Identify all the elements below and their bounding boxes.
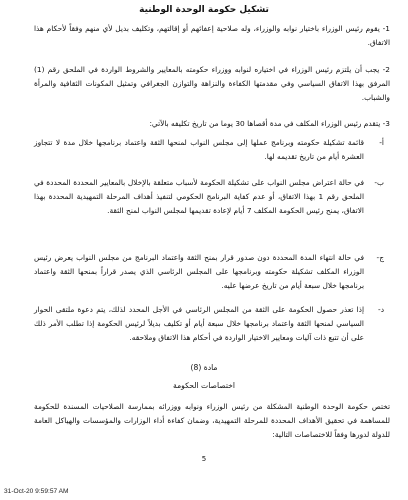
- item-b-marker: ب-: [374, 178, 384, 187]
- paragraph-1: 1- يقوم رئيس الوزراء باختيار نوابه والوزراء، وله صلاحية إعفائهم أو إقالتهم، وتكليف بديل لأي منهم وفقاً لأحكام هذا الاتفاق.: [34, 24, 390, 48]
- item-a-marker: أ-: [379, 138, 384, 147]
- paragraph-2: 2- يجب أن يلتزم رئيس الوزراء في اختياره لنوابه ووزراء حكومته بالمعايير والشروط الواردة في الملحق رقم (1) المرفق بهذا الاتفاق السياسي وفي مقدمتها الكفاءة والنزاهة والتوازن الجغرافي وتمثيل المكونات الثقافية والمرأة والشباب.: [34, 65, 390, 103]
- item-b-text: في حالة اعتراض مجلس النواب على تشكيلة الحكومة لأسباب متعلقة بالإخلال بالمعايير المحددة المحددة في الملحق رقم 1 بهذا الاتفاق، أو عدم كفاية البرنامج الحكومي لتنفيذ أهداف المرحلة التمهيدية المحددة بهذا الاتفاق، يمنح رئيس الحكومة المكلف 7 أيام لإعادة تقديمها لمجلس النواب لمنح الثقة.: [34, 178, 364, 216]
- item-c-text: في حالة انتهاء المدة المحددة دون صدور قرار بمنح الثقة واعتماد البرنامج من مجلس النواب يعرض رئيس الوزراء المكلف تشكيلة حكومته وبرنامجها على المجلس الرئاسي الذي يصدر قراراً بمنحها الثقة واعتماد برنامجها خلال سبعة أيام من تاريخ عرضها عليه.: [34, 253, 364, 291]
- item-c-marker: ج-: [376, 253, 384, 262]
- article-number: مادة (8): [190, 363, 218, 372]
- article-title: اختصاصات الحكومة: [173, 381, 235, 390]
- item-d-marker: د-: [378, 305, 384, 314]
- print-timestamp: 31-Oct-20 9:59:57 AM: [4, 488, 69, 495]
- item-d-text: إذا تعذر حصول الحكومة على الثقة من المجلس الرئاسي في الأجل المحدد لذلك، يتم دعوة ملتقى الحوار السياسي لمنحها الثقة واعتماد برنامجها خلال سبعة أيام أو تكليف بديلاً لرئيس الحكومة إذا تطلب الأمر ذلك على أن تتبع ذات آليات ومعايير الاختيار الواردة في أحكام هذا الاتفاق وملاحقه.: [34, 305, 364, 343]
- article-body: تختص حكومة الوحدة الوطنية المشكلة من رئيس الوزراء ونوابه ووزرائه بممارسة الصلاحيات المسندة للحكومة للمساهمة في تحقيق الأهداف المحددة للمرحلة التمهيدية، وضمان كفاءة أداء الوزارات والمؤسسات والهياكل العامة للدولة لدورها وفقاً للاختصاصات التالية:: [34, 402, 390, 440]
- paragraph-3: 3- يتقدم رئيس الوزراء المكلف في مدة أقصاها 30 يوما من تاريخ تكليفه بالآتي:: [149, 119, 390, 128]
- item-a-text: قائمة تشكيلة حكومته وبرنامج عملها إلى مجلس النواب لمنحها الثقة واعتماد برنامجها خلال مدة لا تتجاوز العشرة أيام من تاريخ تقديمه لها.: [34, 138, 364, 162]
- page-number: 5: [201, 455, 207, 463]
- section-heading: تشكيل حكومة الوحدة الوطنية: [139, 5, 269, 15]
